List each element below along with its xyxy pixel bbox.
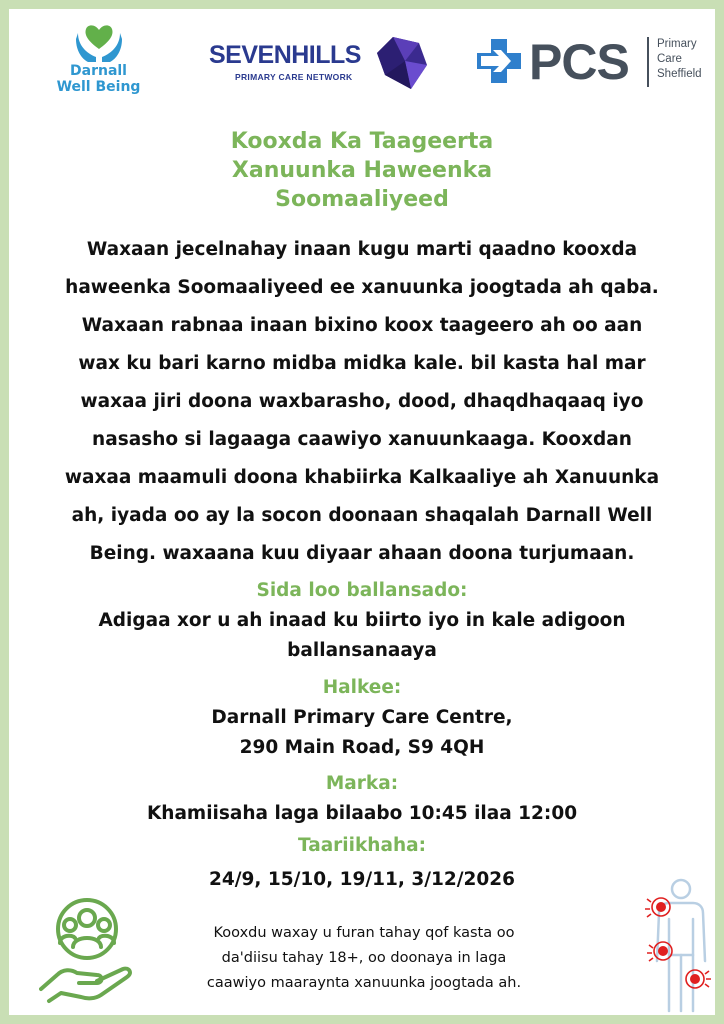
intro-line: Waxaan jecelnahay inaan kugu marti qaadno kooxda [86, 239, 638, 260]
booking-section [9, 576, 715, 666]
pcs-tagline [657, 37, 702, 82]
footer-line: da'diisu tahay 18+, oo doonaya in laga [221, 950, 507, 966]
gem-icon [375, 35, 429, 91]
title-line: Xanuunka Haweenka [231, 158, 493, 183]
dates-text: 24/9, 15/10, 19/11, 3/12/2026 [209, 869, 515, 890]
location-section [9, 673, 715, 763]
footer-note [174, 921, 554, 996]
booking-text: ballansanaaya [287, 640, 437, 661]
booking-label: Sida loo ballansado: [256, 580, 468, 601]
community-hand-icon [39, 893, 149, 1005]
intro-line: Waxaan rabnaa inaan bixino koox taageero ah oo aan [81, 315, 643, 336]
time-text: Khamiisaha laga bilaabo 10:45 ilaa 12:00 [146, 803, 578, 824]
title-line: Kooxda Ka Taageerta [230, 129, 494, 154]
pcs-divider [647, 37, 649, 87]
pcs-logo [477, 33, 717, 93]
sevenhills-logo [205, 35, 435, 95]
intro-line: ah, iyada oo ay la socon doonaan shaqalah Darnall Well [71, 505, 653, 526]
dates-section [9, 831, 715, 895]
booking-text: Adigaa xor u ah inaad ku biirto iyo in kale adigoon [98, 610, 626, 631]
page-title [9, 127, 715, 214]
footer-line: caawiyo maaraynta xanuunka joogtada ah. [206, 975, 522, 991]
pcs-name: PCS [529, 34, 629, 90]
location-text: Darnall Primary Care Centre, [211, 707, 513, 728]
pcs-tagline-line: Care [657, 53, 682, 65]
intro-paragraph [35, 231, 689, 573]
time-section [9, 769, 715, 829]
darnall-logo-line2: Well Being [56, 79, 141, 95]
time-label: Marka: [325, 773, 399, 794]
sevenhills-subtitle: PRIMARY CARE NETWORK [235, 72, 353, 82]
intro-line: wax ku bari karno midba midka kale. bil kasta hal mar [78, 353, 646, 374]
intro-line: Being. waxaana kuu diyaar ahaan doona turjumaan. [89, 543, 635, 564]
intro-line: waxaa jiri doona waxbarasho, dood, dhaqdhaqaaq iyo [80, 391, 644, 412]
dates-label: Taariikhaha: [297, 835, 427, 856]
darnall-logo-line1: Darnall [70, 63, 127, 79]
pcs-tagline-line: Primary [657, 38, 697, 50]
body-pain-icon [633, 875, 717, 1015]
darnall-well-being-logo [51, 19, 146, 95]
cross-arrow-icon [477, 39, 525, 85]
intro-line: haweenka Soomaaliyeed ee xanuunka joogtada ah qaba. [65, 277, 659, 298]
location-text: 290 Main Road, S9 4QH [239, 737, 485, 758]
footer-line: Kooxdu waxay u furan tahay qof kasta oo [213, 925, 515, 941]
sevenhills-name: SEVENHILLS [209, 41, 361, 69]
heart-hands-icon [74, 19, 124, 63]
location-label: Halkee: [322, 677, 402, 698]
pcs-tagline-line: Sheffield [657, 68, 702, 80]
title-line: Soomaaliyeed [275, 187, 449, 212]
intro-line: nasasho si lagaaga caawiyo xanuunkaaga. Kooxdan [92, 429, 632, 450]
intro-line: waxaa maamuli doona khabiirka Kalkaaliye ah Xanuunka [64, 467, 660, 488]
